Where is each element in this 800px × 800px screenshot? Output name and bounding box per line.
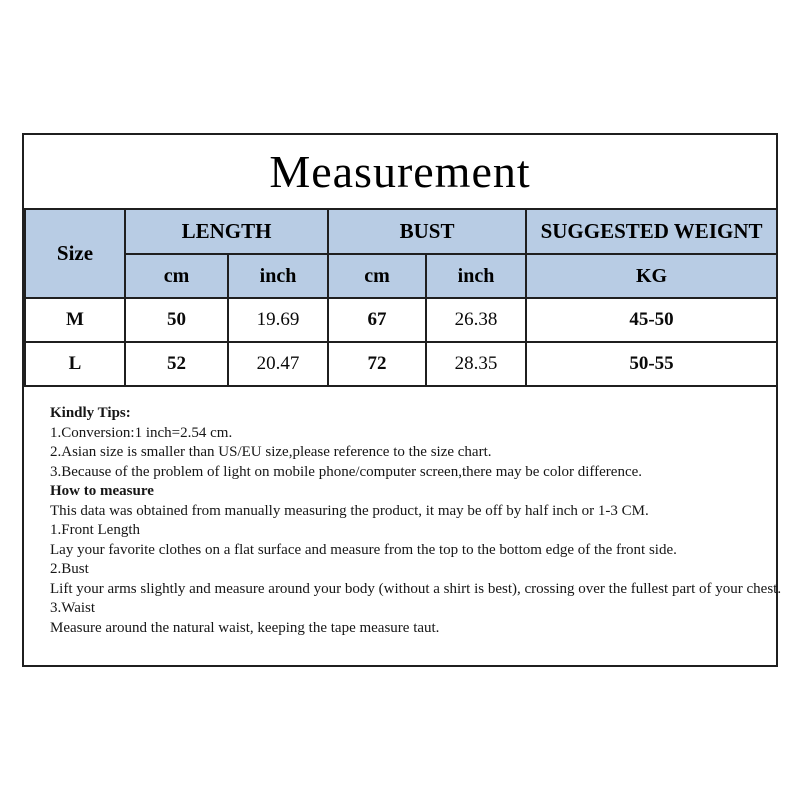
waist-instruction: Measure around the natural waist, keeping the tape measure taut. xyxy=(50,619,440,636)
cell-l-size: L xyxy=(25,342,125,386)
cell-m-bust-cm: 67 xyxy=(328,298,426,342)
column-header-bust: BUST xyxy=(328,209,526,254)
column-header-suggested-weight: SUGGESTED WEIGNT xyxy=(526,209,777,254)
title-band xyxy=(24,135,776,208)
subheader-length-cm: cm xyxy=(125,254,228,298)
front-length-instruction: Lay your favorite clothes on a flat surface and measure from the top to the bottom edge of the front side. xyxy=(50,541,677,558)
table-row-size-l xyxy=(25,342,777,386)
front-length-label: 1.Front Length xyxy=(50,522,140,538)
subheader-weight-kg: KG xyxy=(526,254,777,298)
cell-l-bust-cm: 72 xyxy=(328,342,426,386)
measurement-sheet xyxy=(22,133,782,667)
tip-asian-size: 2.Asian size is smaller than US/EU size,please reference to the size chart. xyxy=(50,444,492,460)
subheader-length-inch: inch xyxy=(228,254,328,298)
table-row-size-m xyxy=(25,298,777,342)
how-to-measure-heading: How to measure xyxy=(50,483,154,499)
cell-m-bust-inch: 26.38 xyxy=(426,298,526,342)
tip-color-difference: 3.Because of the problem of light on mobile phone/computer screen,there may be color difference. xyxy=(50,463,643,480)
column-header-length: LENGTH xyxy=(125,209,328,254)
cell-l-length-cm: 52 xyxy=(125,342,228,386)
tip-conversion: 1.Conversion:1 inch=2.54 cm. xyxy=(50,424,233,441)
cell-l-weight-kg: 50-55 xyxy=(526,342,777,386)
bust-label: 2.Bust xyxy=(50,561,89,577)
cell-m-size: M xyxy=(25,298,125,342)
cell-l-bust-inch: 28.35 xyxy=(426,342,526,386)
bust-instruction: Lift your arms slightly and measure around your body (without a shirt is best), crossing over the fullest part of your chest. xyxy=(50,580,782,597)
tips-section xyxy=(24,387,782,638)
cell-m-weight-kg: 45-50 xyxy=(526,298,777,342)
measure-disclaimer: This data was obtained from manually measuring the product, it may be off by half inch or 1-3 CM. xyxy=(50,502,649,519)
table-subheader-row xyxy=(25,254,777,298)
cell-m-length-cm: 50 xyxy=(125,298,228,342)
column-header-size: Size xyxy=(25,209,125,298)
cell-l-length-inch: 20.47 xyxy=(228,342,328,386)
table-header-group-row xyxy=(25,209,777,254)
subheader-bust-inch: inch xyxy=(426,254,526,298)
waist-label: 3.Waist xyxy=(50,600,96,616)
subheader-bust-cm: cm xyxy=(328,254,426,298)
page-title: Measurement xyxy=(269,146,531,197)
kindly-tips-heading: Kindly Tips: xyxy=(50,405,131,421)
cell-m-length-inch: 19.69 xyxy=(228,298,328,342)
size-chart-table xyxy=(24,208,778,387)
